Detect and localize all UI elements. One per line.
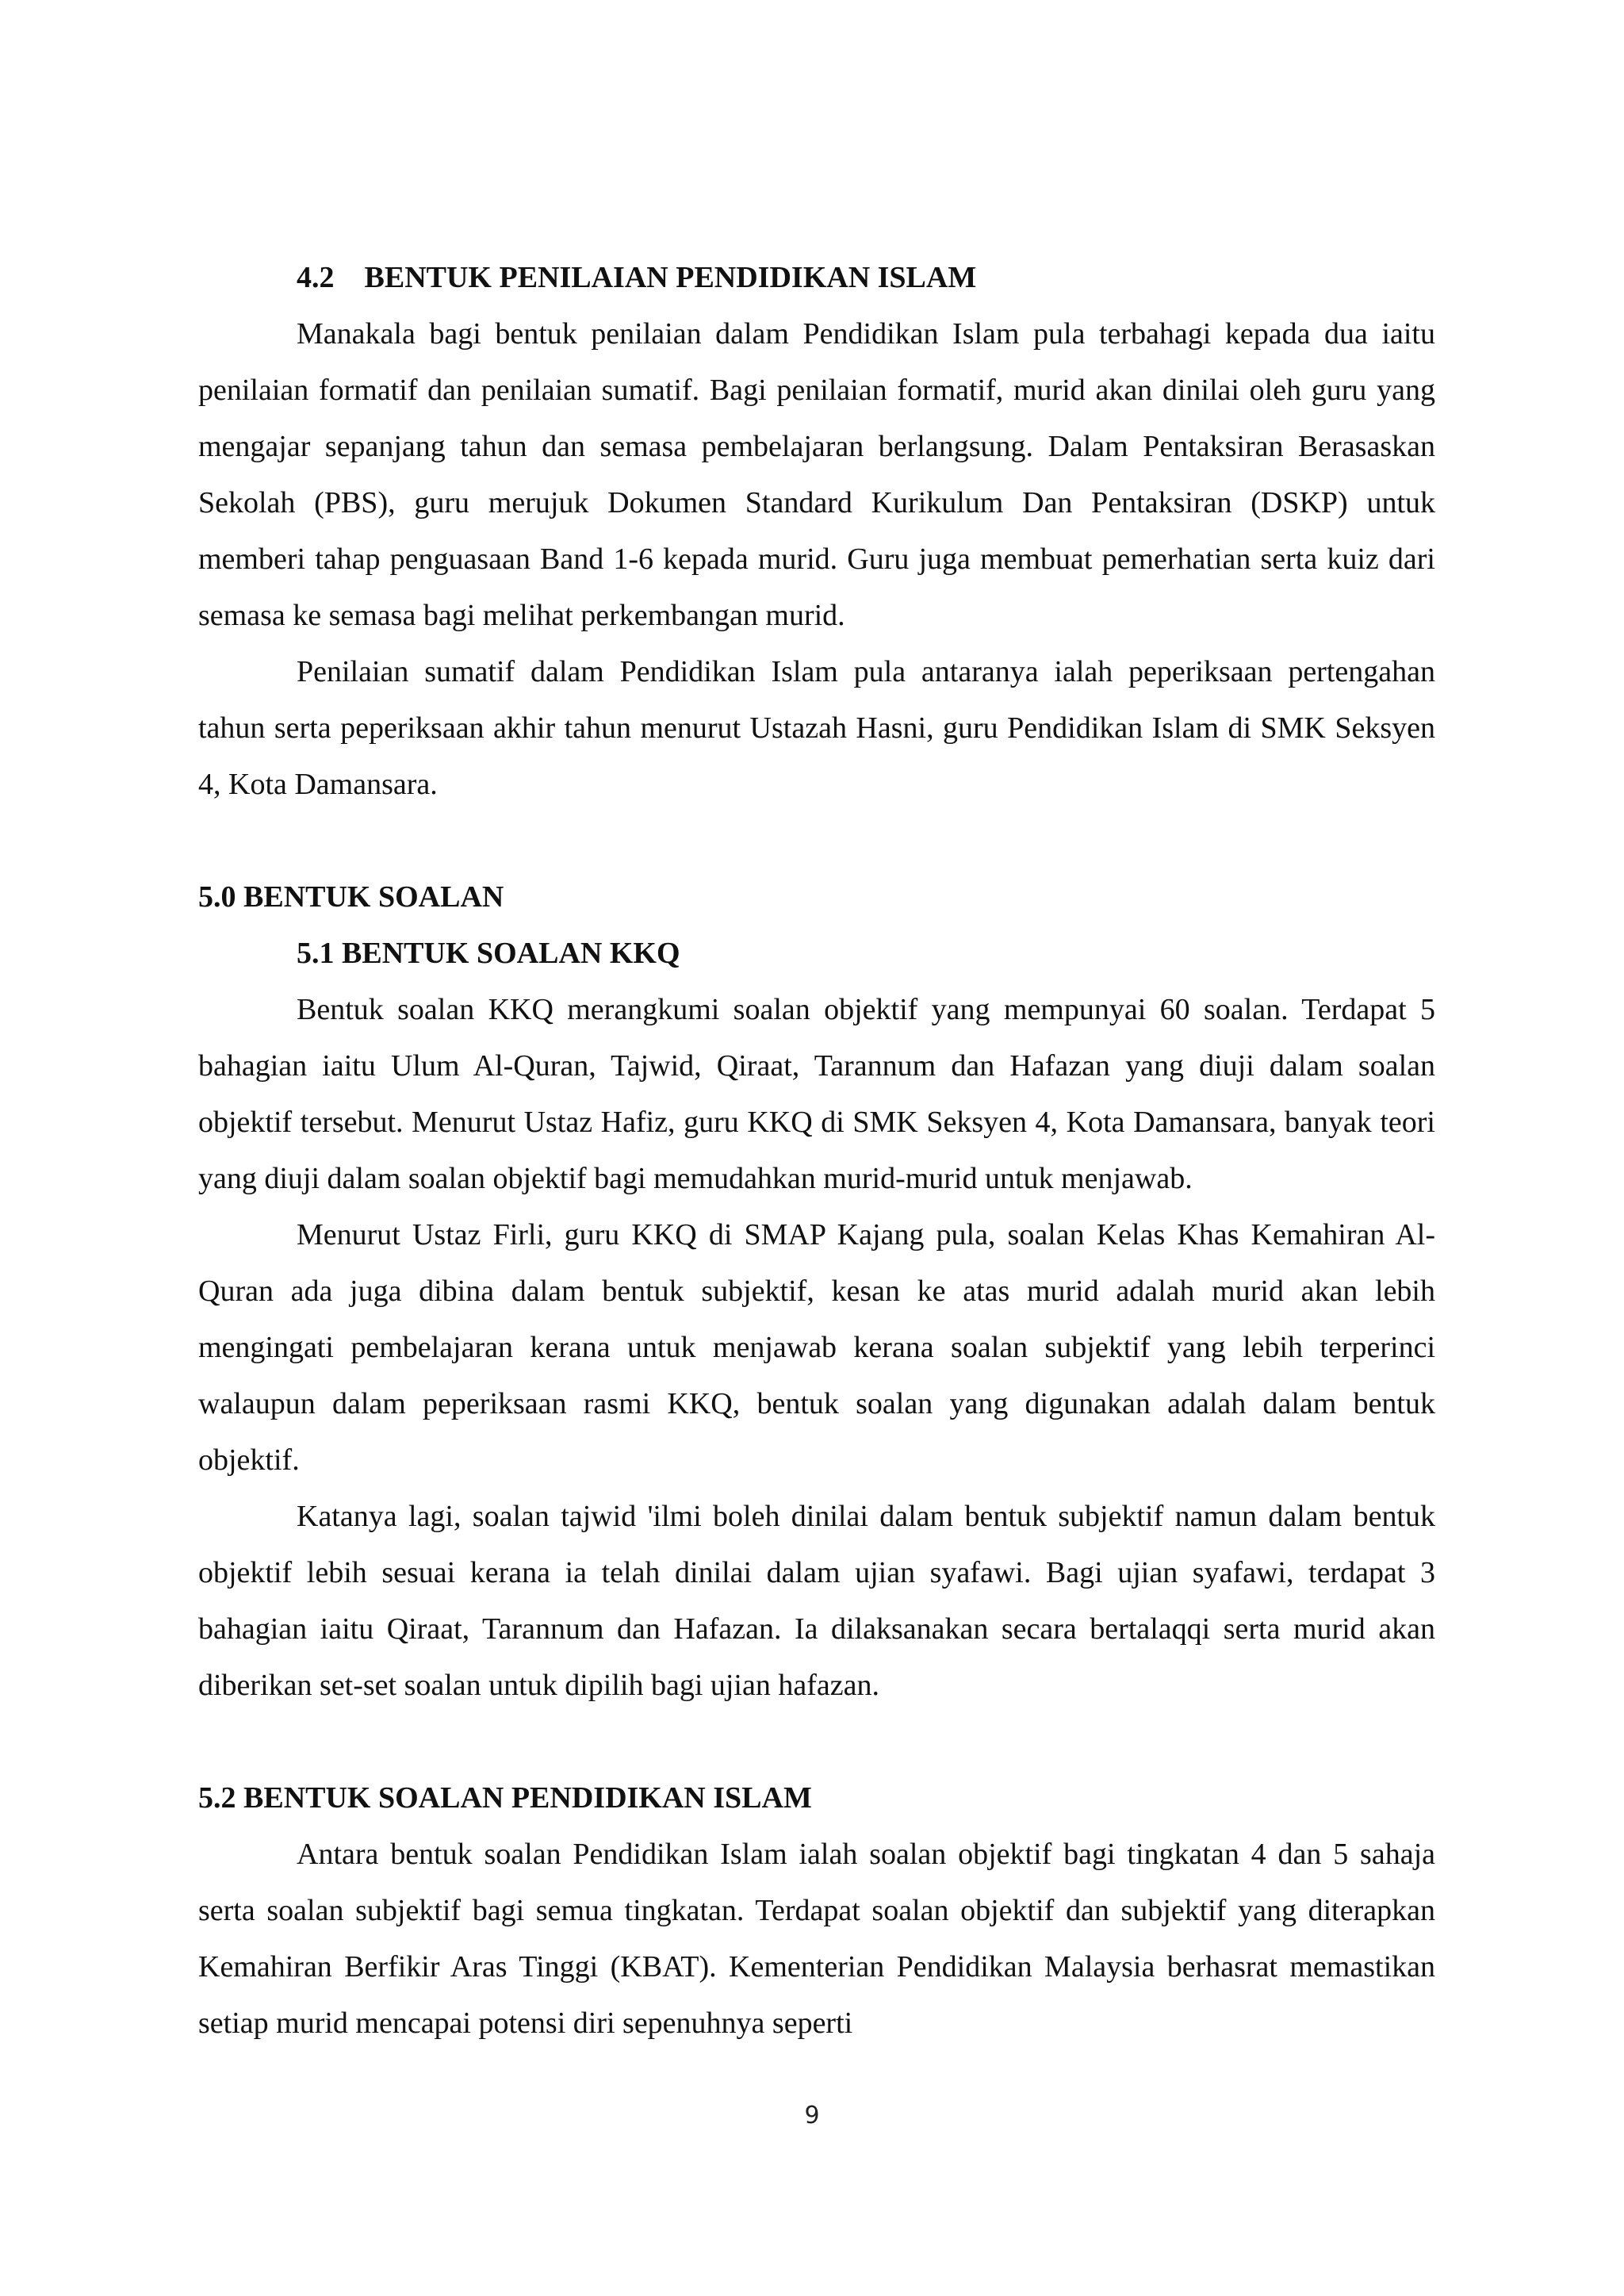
paragraph-4-2-1: Manakala bagi bentuk penilaian dalam Pendidikan Islam pula terbahagi kepada dua iaitu penilaian formatif dan penilaian sumatif. Bagi penilaian formatif, murid akan dinilai oleh guru yang mengajar sepanjang tahun dan semasa pembelajaran berlangsung. Dalam Pentaksiran Berasaskan Sekolah (PBS), guru merujuk Dokumen Standard Kurikulum Dan Pentaksiran (DSKP) untuk memberi tahap penguasaan Band 1-6 kepada murid. Guru juga membuat pemerhatian serta kuiz dari semasa ke semasa bagi melihat perkembangan murid. [198,317,1435,632]
spacer [198,1714,1435,1770]
section-4-2 [198,250,1435,813]
page-body [198,250,1435,2052]
section-5-1 [198,926,1435,1714]
paragraph-5-1-1: Bentuk soalan KKQ merangkumi soalan objektif yang mempunyai 60 soalan. Terdapat 5 bahagian iaitu Ulum Al-Quran, Tajwid, Qiraat, Tarannum dan Hafazan yang diuji dalam soalan objektif tersebut. Menurut Ustaz Hafiz, guru KKQ di SMK Seksyen 4, Kota Damansara, banyak teori yang diuji dalam soalan objektif bagi memudahkan murid-murid untuk menjawab. [198,993,1435,1195]
section-heading-5-0: 5.0 BENTUK SOALAN [198,880,504,914]
section-5-2 [198,1770,1435,2052]
paragraph-5-1-3: Katanya lagi, soalan tajwid 'ilmi boleh dinilai dalam bentuk subjektif namun dalam bentuk objektif lebih sesuai kerana ia telah dinilai dalam ujian syafawi. Bagi ujian syafawi, terdapat 3 bahagian iaitu Qiraat, Tarannum dan Hafazan. Ia dilaksanakan secara bertalaqqi serta murid akan diberikan set-set soalan untuk dipilih bagi ujian hafazan. [198,1500,1435,1702]
paragraph-5-2-1: Antara bentuk soalan Pendidikan Islam ialah soalan objektif bagi tingkatan 4 dan 5 sahaja serta soalan subjektif bagi semua tingkatan. Terdapat soalan objektif dan subjektif yang diterapkan Kemahiran Berfikir Aras Tinggi (KBAT). Kementerian Pendidikan Malaysia berhasrat memastikan setiap murid mencapai potensi diri sepenuhnya seperti [198,1838,1435,2040]
spacer [198,813,1435,869]
section-5-0 [198,869,1435,926]
page-number: 9 [804,2102,820,2129]
section-heading-5-2: 5.2 BENTUK SOALAN PENDIDIKAN ISLAM [198,1781,812,1815]
paragraph-4-2-2: Penilaian sumatif dalam Pendidikan Islam pula antaranya ialah peperiksaan pertengahan tahun serta peperiksaan akhir tahun menurut Ustazah Hasni, guru Pendidikan Islam di SMK Seksyen 4, Kota Damansara. [198,655,1435,801]
section-heading-5-1: 5.1 BENTUK SOALAN KKQ [297,937,680,970]
section-heading-4-2: 4.2 BENTUK PENILAIAN PENDIDIKAN ISLAM [297,261,977,294]
paragraph-5-1-2: Menurut Ustaz Firli, guru KKQ di SMAP Kajang pula, soalan Kelas Khas Kemahiran Al-Quran ada juga dibina dalam bentuk subjektif, kesan ke atas murid adalah murid akan lebih mengingati pembelajaran kerana untuk menjawab kerana soalan subjektif yang lebih terperinci walaupun dalam peperiksaan rasmi KKQ, bentuk soalan yang digunakan adalah dalam bentuk objektif. [198,1218,1435,1477]
